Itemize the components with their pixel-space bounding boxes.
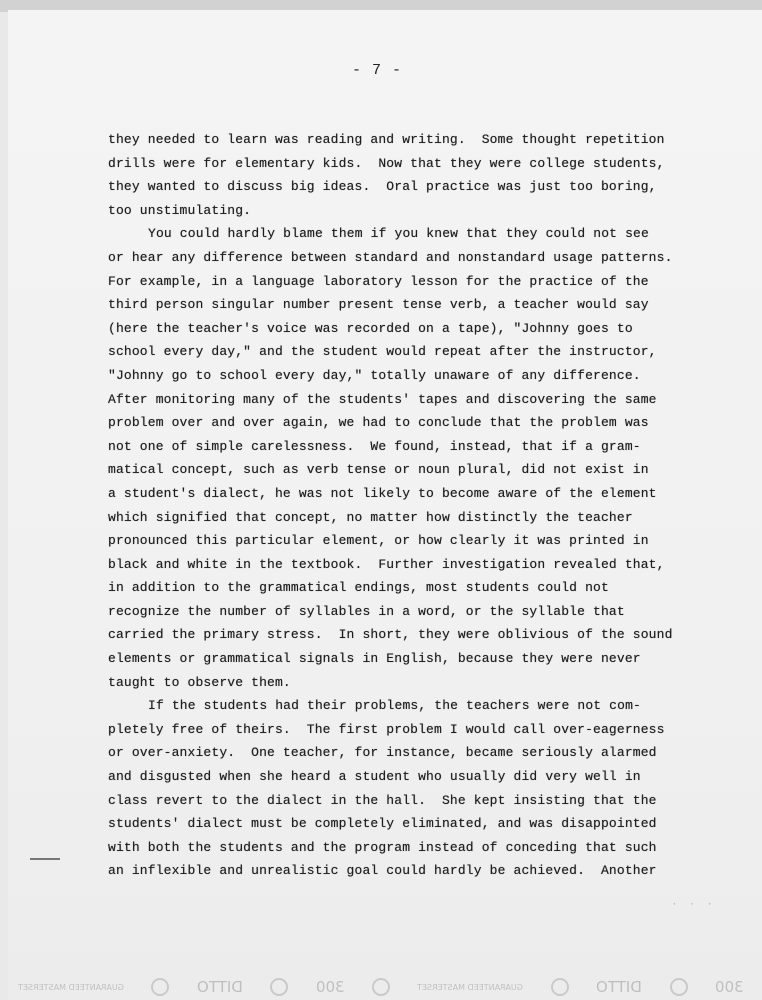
text-line: they needed to learn was reading and writing. Some thought repetition (108, 132, 665, 147)
text-line: black and white in the textbook. Further investigation revealed that, (108, 556, 665, 572)
text-line: recognize the number of syllables in a word, or the syllable that (108, 603, 625, 619)
text-line: After monitoring many of the students' tapes and discovering the same (108, 391, 657, 407)
margin-mark (30, 858, 60, 860)
text-line: For example, in a language laboratory lesson for the practice of the (108, 273, 649, 289)
text-line: pletely free of theirs. The first problem I would call over-eagerness (108, 721, 665, 737)
text-line: If the students had their problems, the teachers were not com- (148, 698, 641, 714)
text-line: "Johnny go to school every day," totally unaware of any difference. (108, 367, 641, 383)
text-line: a student's dialect, he was not likely to become aware of the element (108, 485, 657, 501)
text-line: You could hardly blame them if you knew that they could not see (148, 226, 649, 242)
stamp-circle-icon (670, 978, 688, 996)
text-line: drills were for elementary kids. Now that they were college students, (108, 155, 665, 171)
text-line: matical concept, such as verb tense or noun plural, did not exist in (108, 462, 649, 478)
stamp-300-1: 300 (315, 978, 345, 996)
text-line: which signified that concept, no matter how distinctly the teacher (108, 509, 633, 525)
text-line: or hear any difference between standard and nonstandard usage patterns. (108, 249, 673, 265)
text-line: pronounced this particular element, or how clearly it was printed in (108, 533, 649, 549)
stamp-masterset-1: GUARANTEED MASTERSET (18, 982, 124, 992)
text-line: school every day," and the student would repeat after the instructor, (108, 344, 657, 360)
text-line: or over-anxiety. One teacher, for instance, became seriously alarmed (108, 745, 657, 761)
stamp-circle-icon (270, 978, 288, 996)
text-line: elements or grammatical signals in English, because they were never (108, 651, 641, 667)
stamp-circle-icon (151, 978, 169, 996)
text-line: carried the primary stress. In short, they were oblivious of the sound (108, 627, 673, 643)
text-line: an inflexible and unrealistic goal could hardly be achieved. Another (108, 863, 657, 879)
text-line: problem over and over again, we had to conclude that the problem was (108, 415, 649, 431)
stamp-300-2: 300 (715, 978, 744, 996)
text-line: class revert to the dialect in the hall. She kept insisting that the (108, 792, 657, 808)
body-text (108, 128, 673, 883)
ditto-stamp-strip (0, 974, 762, 1000)
stamp-ditto-1: DITTO (196, 978, 243, 996)
stamp-ditto-2: DITTO (596, 978, 643, 996)
text-line: taught to observe them. (108, 674, 291, 690)
text-line: third person singular number present tense verb, a teacher would say (108, 297, 649, 313)
text-line: not one of simple carelessness. We found, instead, that if a gram- (108, 438, 641, 454)
stamp-circle-icon (372, 978, 390, 996)
text-line: students' dialect must be completely eliminated, and was disappointed (108, 816, 657, 832)
page-number: - 7 - (352, 62, 403, 79)
stamp-masterset-2: GUARANTEED MASTERSET (417, 982, 524, 992)
text-line: in addition to the grammatical endings, most students could not (108, 580, 609, 596)
text-line: with both the students and the program instead of conceding that such (108, 839, 657, 855)
text-line: too unstimulating. (108, 202, 252, 218)
text-line: (here the teacher's voice was recorded on a tape), "Johnny goes to (108, 320, 633, 336)
stamp-circle-icon (551, 978, 569, 996)
speck-dots: · · · (672, 900, 717, 909)
text-line: and disgusted when she heard a student who usually did very well in (108, 769, 641, 785)
text-line: they wanted to discuss big ideas. Oral practice was just too boring, (108, 179, 657, 195)
